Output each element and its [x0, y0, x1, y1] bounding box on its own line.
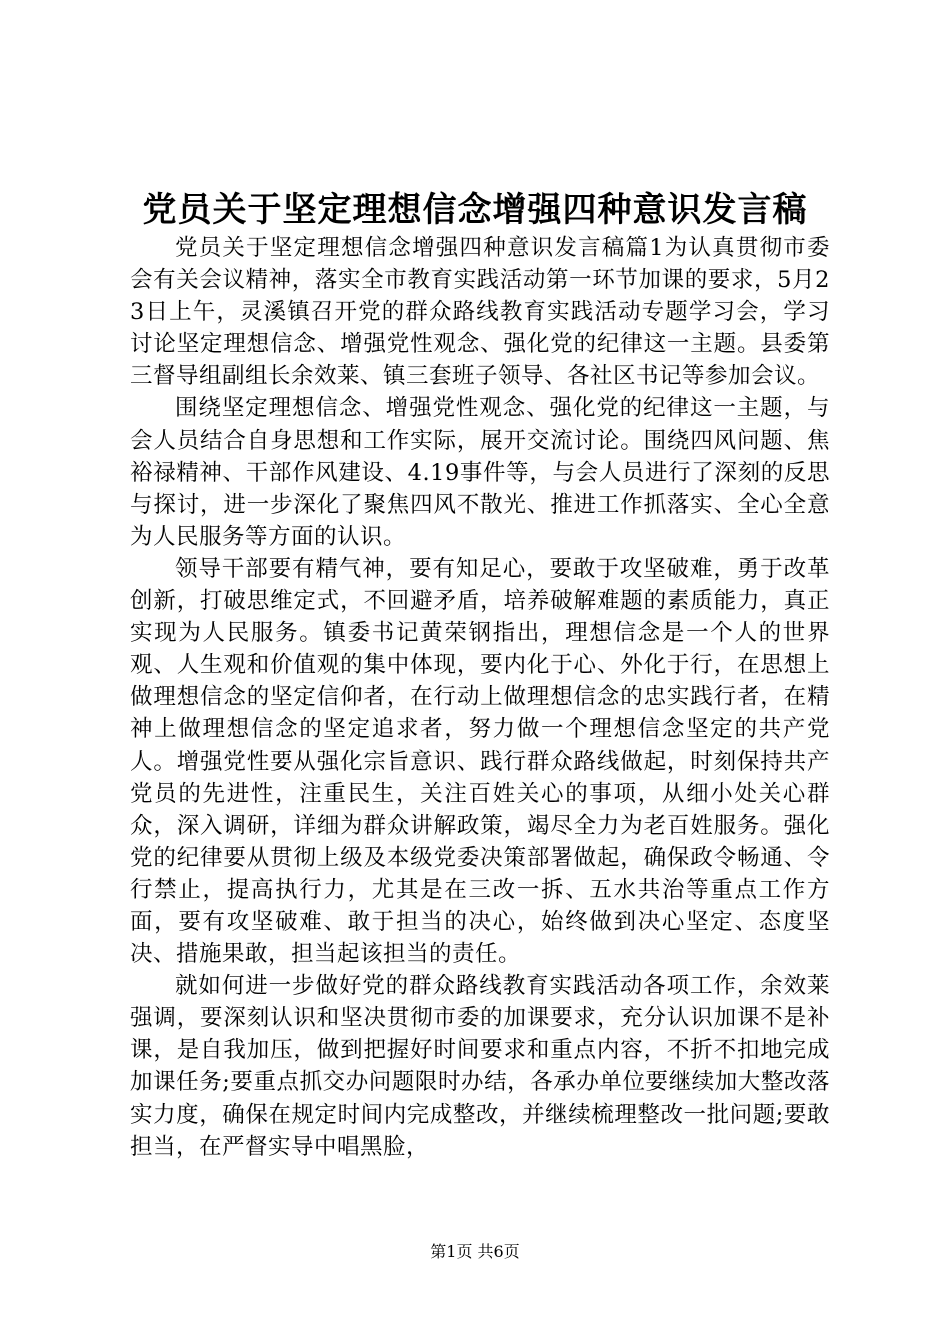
paragraph-3: 领导干部要有精气神，要有知足心，要敢于攻坚破难，勇于改革创新，打破思维定式，不回避矛盾，培养破解难题的素质能力，真正实现为人民服务。镇委书记黄荣钢指出，理想信念是一个人的世界观、人生观和价值观的集中体现，要内化于心、外化于行，在思想上做理想信念的坚定信仰者，在行动上做理想信念的忠实践行者，在精神上做理想信念的坚定追求者，努力做一个理想信念坚定的共产党人。增强党性要从强化宗旨意识、践行群众路线做起，时刻保持共产党员的先进性，注重民生，关注百姓关心的事项，从细小处关心群众，深入调研，详细为群众讲解政策，竭尽全力为老百姓服务。强化党的纪律要从贯彻上级及本级党委决策部署做起，确保政令畅通、令行禁止，提高执行力，尤其是在三改一拆、五水共治等重点工作方面，要有攻坚破难、敢于担当的决心，始终做到决心坚定、态度坚决、措施果敢，担当起该担当的责任。 — [130, 555, 830, 968]
paragraph-2: 围绕坚定理想信念、增强党性观念、强化党的纪律这一主题，与会人员结合自身思想和工作实际，展开交流讨论。围绕四风问题、焦裕禄精神、干部作风建设、4.19事件等，与会人员进行了深刻的反思与探讨，进一步深化了聚焦四风不散光、推进工作抓落实、全心全意为人民服务等方面的认识。 — [130, 395, 830, 550]
paragraph-4: 就如何进一步做好党的群众路线教育实践活动各项工作，余效莱强调，要深刻认识和坚决贯彻市委的加课要求，充分认识加课不是补课，是自我加压，做到把握好时间要求和重点内容，不折不扣地完成加课任务;要重点抓交办问题限时办结，各承办单位要继续加大整改落实力度，确保在规定时间内完成整改，并继续梳理整改一批问题;要敢担当，在严督实导中唱黑脸， — [130, 973, 830, 1160]
document-title: 党员关于坚定理想信念增强四种意识发言稿 — [142, 190, 808, 230]
paragraph-1: 党员关于坚定理想信念增强四种意识发言稿篇1为认真贯彻市委会有关会议精神，落实全市教育实践活动第一环节加课的要求，5月23日上午，灵溪镇召开党的群众路线教育实践活动专题学习会，学习讨论坚定理想信念、增强党性观念、强化党的纪律这一主题。县委第三督导组副组长余效莱、镇三套班子领导、各社区书记等参加会议。 — [130, 235, 830, 390]
document-body — [130, 232, 830, 1163]
page-number-footer: 第1页 共6页 — [430, 1242, 520, 1261]
